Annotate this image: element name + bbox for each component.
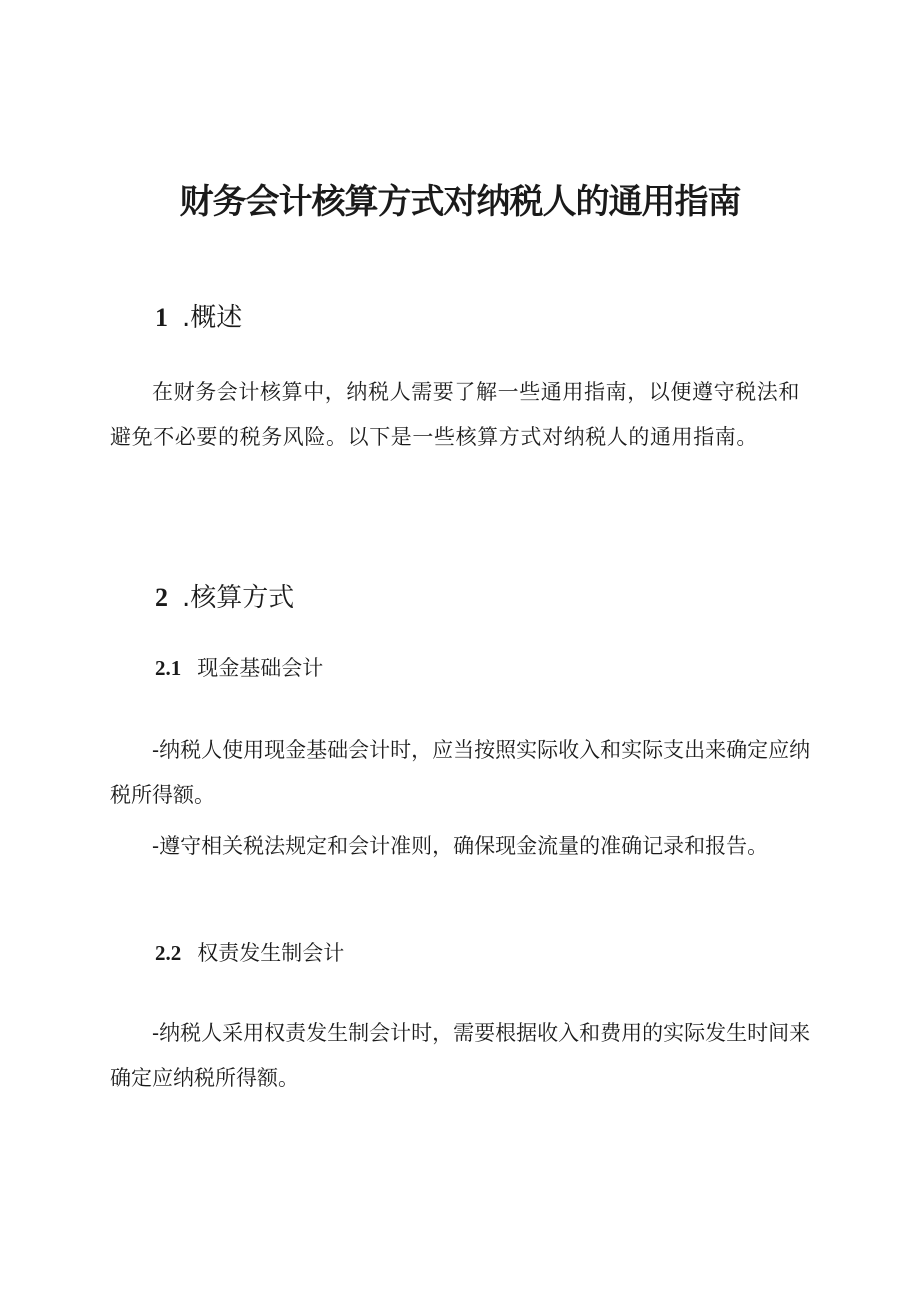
subsection-2-1-heading — [155, 653, 323, 683]
subsection-2-1-bullet-1: -纳税人使用现金基础会计时，应当按照实际收入和实际支出来确定应纳税所得额。 — [110, 738, 811, 807]
section-2-title: .核算方式 — [182, 583, 295, 613]
subsection-2-1-title: 现金基础会计 — [197, 656, 324, 680]
subsection-2-2-title: 权责发生制会计 — [197, 941, 345, 965]
section-1-title: .概述 — [182, 303, 243, 333]
section-2-number: 2 — [155, 583, 168, 612]
section-1-heading — [155, 300, 242, 336]
subsection-2-2-heading — [155, 938, 344, 968]
subsection-2-1-number: 2.1 — [155, 656, 182, 680]
subsection-2-2-bullet-1: -纳税人采用权责发生制会计时，需要根据收入和费用的实际发生时间来确定应纳税所得额。 — [110, 1021, 811, 1090]
section-2-heading — [155, 580, 294, 616]
document-title: 财务会计核算方式对纳税人的通用指南 — [179, 182, 741, 222]
section-1-number: 1 — [155, 303, 168, 332]
overview-paragraph: 在财务会计核算中，纳税人需要了解一些通用指南，以便遵守税法和避免不必要的税务风险。以下是一些核算方式对纳税人的通用指南。 — [110, 380, 800, 449]
subsection-2-1-bullet-2: -遵守相关税法规定和会计准则，确保现金流量的准确记录和报告。 — [152, 834, 769, 858]
subsection-2-2-number: 2.2 — [155, 941, 182, 965]
